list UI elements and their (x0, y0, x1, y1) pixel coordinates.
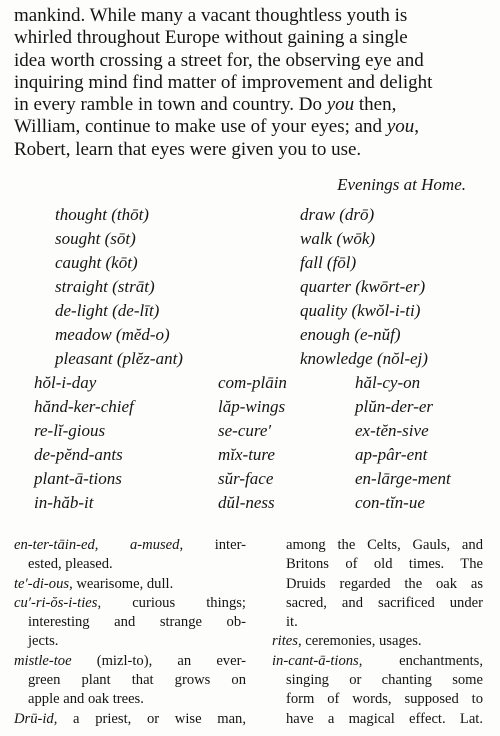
glossary-definition: , curious things; (97, 594, 246, 611)
pronunciation-word: knowledge (nŏl-ej) (300, 349, 428, 368)
glossary-term: mistle-toe (14, 652, 72, 669)
glossary-term: cu′-ri-ŏs-i-ties (14, 594, 98, 611)
syllable-word: de-pĕnd-ants (34, 445, 123, 464)
paragraph-text: William, continue to make use of your eyes; and (14, 116, 387, 138)
glossary-line (14, 710, 246, 729)
paragraph-text: in every ramble in town and country. Do (14, 94, 327, 116)
pronunciation-word: thought (thōt) (55, 205, 149, 224)
glossary-definition: have a magical effect. Lat. (286, 710, 483, 727)
paragraph-line: Robert, learn that eyes were given you to use. (14, 138, 362, 160)
glossary-line (272, 690, 483, 709)
pronunciation-word: enough (e-nŭf) (300, 325, 401, 344)
glossary-line (14, 594, 246, 613)
glossary-line (272, 536, 483, 555)
glossary-definition: Druids regarded the oak as (286, 575, 483, 592)
glossary-term: Drū-id (14, 710, 54, 727)
glossary-term: in-cant-ā-tions (272, 652, 359, 669)
glossary-definition: form of words, supposed to (286, 691, 483, 708)
glossary-definition: green plant that grows on (28, 672, 246, 689)
glossary-line (14, 690, 246, 709)
paragraph-line (14, 94, 490, 116)
syllable-word: re-lĭ-gious (34, 421, 106, 440)
syllable-word: ex-tĕn-sive (355, 421, 429, 440)
glossary-line (272, 613, 483, 632)
glossary-line (14, 575, 246, 594)
glossary-definition: Britons of old times. The (286, 556, 483, 573)
syllable-word: plant-ā-tions (34, 469, 122, 488)
syllable-word: se-cure′ (218, 421, 272, 440)
paragraph-line: mankind. While many a vacant thoughtless youth is (14, 5, 408, 26)
syllable-word: ap-pâr-ent (355, 445, 428, 464)
syllable-word: sŭr-face (218, 469, 274, 488)
glossary-line (272, 632, 483, 651)
paragraph-text: then, (354, 94, 397, 116)
syllable-word: en-lārge-ment (355, 469, 451, 488)
glossary-definition: interesting and strange ob- (28, 614, 246, 631)
glossary-definition: , enchantments, (358, 652, 483, 669)
paragraph-text: , (414, 116, 419, 138)
glossary-definition: ested, pleased. (28, 556, 113, 573)
pronunciation-word: meadow (mĕd-o) (55, 325, 170, 344)
glossary-line (14, 652, 246, 671)
syllable-word: com-plāin (218, 373, 287, 392)
reading-paragraph (14, 5, 490, 161)
pronunciation-word: quality (kwŏl-i-ti) (300, 301, 421, 320)
glossary-term: en-ter-tāin-ed, a-mused (14, 537, 180, 553)
pronunciation-word: draw (drō) (300, 205, 375, 224)
glossary-line (14, 536, 246, 555)
syllable-word: hănd-ker-chief (34, 397, 134, 416)
glossary-definition: it. (286, 614, 298, 631)
glossary-notes-right (272, 536, 483, 729)
pronunciation-word: caught (kōt) (55, 253, 138, 272)
pronunciation-word: quarter (kwōrt-er) (300, 277, 426, 296)
paragraph-line: inquiring mind find matter of improvement and delight (14, 71, 433, 93)
pronunciation-word: fall (fōl) (300, 253, 357, 272)
glossary-definition: , inter- (179, 537, 247, 553)
glossary-definition: (mizl-to), an ever- (71, 652, 246, 669)
paragraph-line: whirled throughout Europe without gaining a single (14, 27, 408, 49)
glossary-line (272, 652, 483, 671)
glossary-term: te′-di-ous (14, 575, 70, 592)
glossary-notes-left (14, 536, 246, 729)
glossary-line (14, 632, 246, 651)
syllable-word: mĭx-ture (218, 445, 275, 464)
glossary-definition: , ceremonies, usages. (297, 633, 422, 650)
emphasis-you: you (326, 94, 355, 116)
glossary-definition: among the Celts, Gauls, and (286, 537, 483, 553)
paragraph-line (14, 116, 490, 138)
glossary-line (14, 555, 246, 574)
pronunciation-word: de-light (de-līt) (55, 301, 160, 320)
syllable-word: in-hăb-it (34, 493, 94, 512)
glossary-line (272, 710, 483, 729)
syllable-word: dŭl-ness (218, 493, 275, 512)
syllable-word: con-tĭn-ue (355, 493, 425, 512)
syllable-word: plŭn-der-er (355, 397, 434, 416)
pronunciation-word: straight (strāt) (55, 277, 155, 296)
pronunciation-word: sought (sōt) (55, 229, 136, 248)
emphasis-you: you (386, 116, 415, 138)
glossary-line (14, 613, 246, 632)
glossary-line (272, 575, 483, 594)
paragraph-line: idea worth crossing a street for, the observing eye and (14, 49, 424, 71)
glossary-definition: jects. (28, 633, 59, 650)
glossary-line (272, 594, 483, 613)
syllable-word: hăl-cy-on (355, 373, 421, 392)
glossary-term: rites (272, 633, 298, 650)
syllable-word: lăp-wings (218, 397, 286, 416)
pronunciation-word: walk (wōk) (300, 229, 376, 248)
glossary-line (272, 671, 483, 690)
source-attribution: Evenings at Home. (337, 175, 466, 194)
glossary-definition: apple and oak trees. (28, 691, 144, 708)
pronunciation-word: pleasant (plĕz-ant) (55, 349, 183, 368)
glossary-definition: singing or chanting some (286, 672, 483, 689)
glossary-definition: sacred, and sacrificed under (286, 594, 483, 611)
glossary-definition: , a priest, or wise man, (53, 710, 246, 727)
glossary-line (14, 671, 246, 690)
glossary-definition: , wearisome, dull. (69, 575, 174, 592)
glossary-line (272, 555, 483, 574)
syllable-word: hŏl-i-day (34, 373, 97, 392)
